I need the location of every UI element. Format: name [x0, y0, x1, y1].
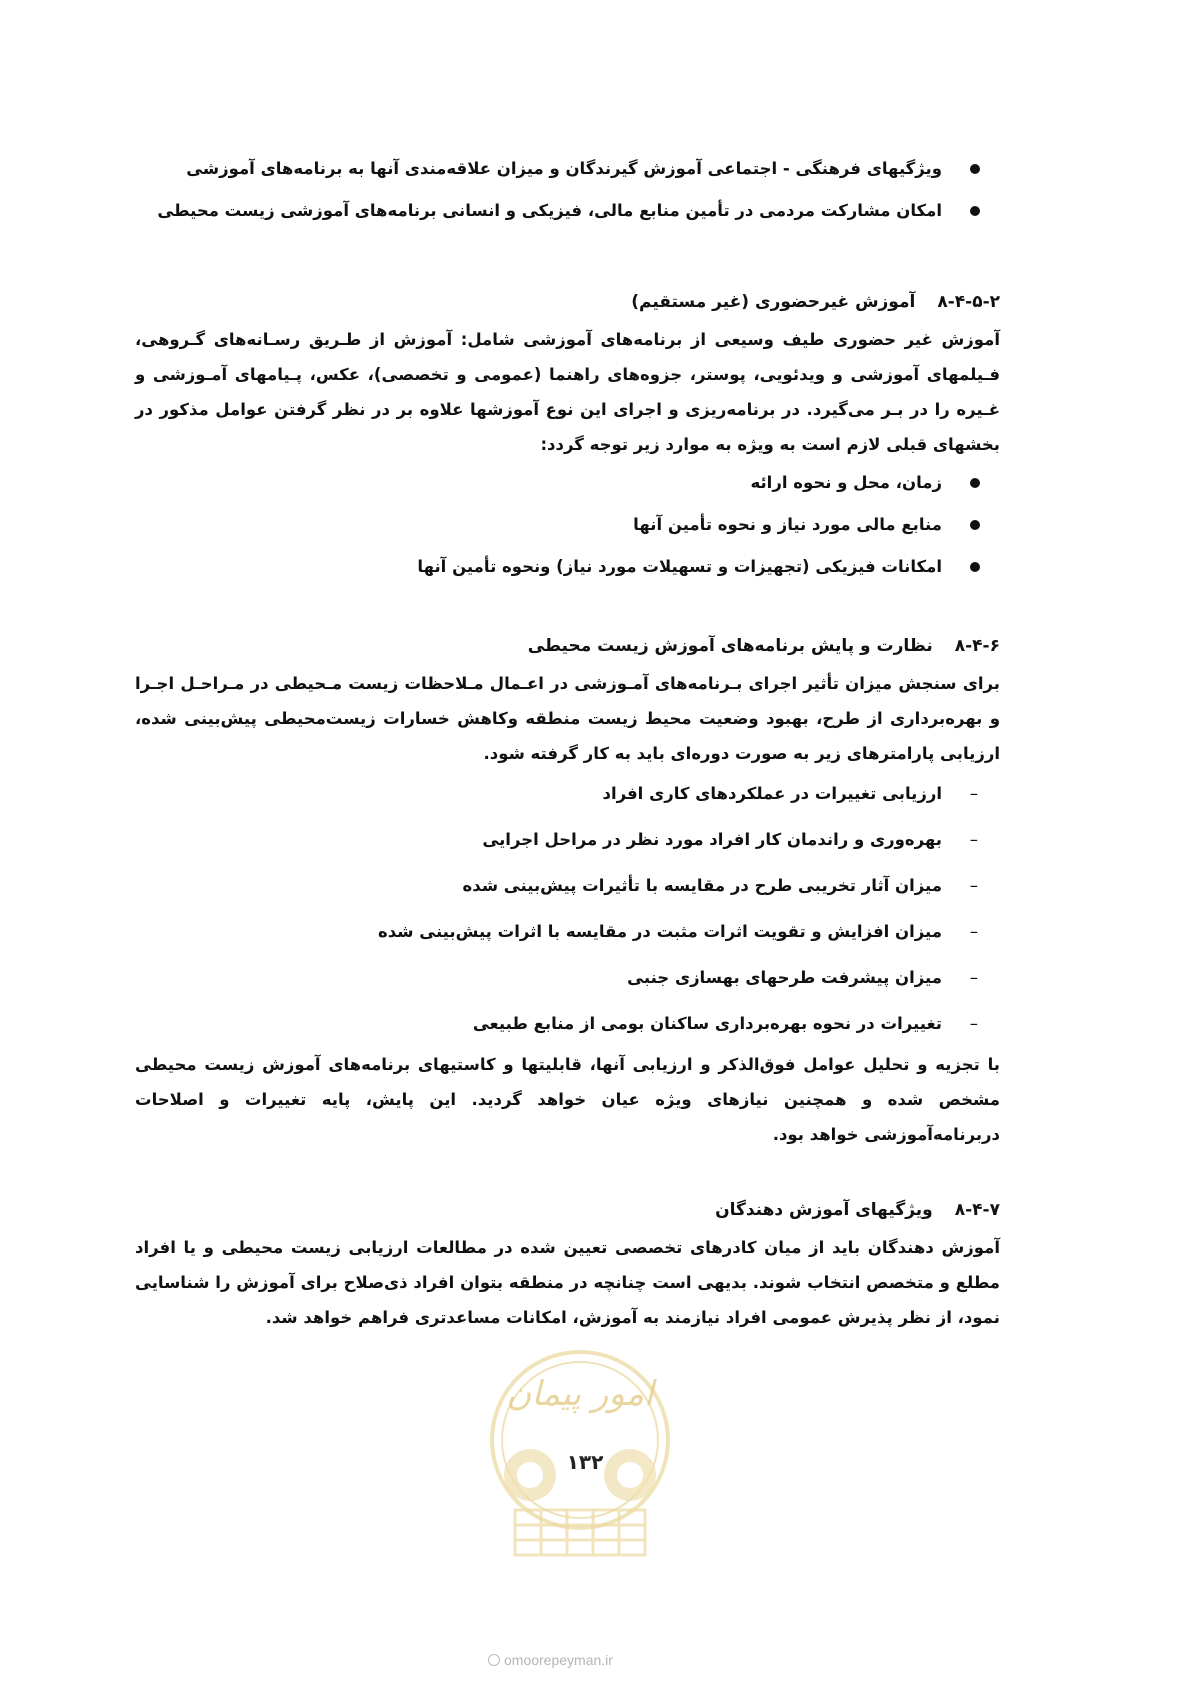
- dash-marker: –: [969, 830, 978, 849]
- list-item: – بهره‌وری و راندمان کار افراد مورد نظر در مراحل اجرایی: [135, 817, 1000, 863]
- section-number: ۸-۴-۶: [954, 636, 1000, 656]
- section-title: ویژگیهای آموزش دهندگان: [715, 1200, 933, 1220]
- section-paragraph: آموزش دهندگان باید از میان کادرهای تخصصی تعیین شده در مطالعات ارزیابی زیست محیطی و یا افراد مطلع و متخصص انتخاب شوند. بدیهی است چنانچه در منطقه بتوان افراد ذی‌صلاح برای آموزش را شناسایی نمود، از نظر پذیرش عمومی افراد نیازمند به آموزش، امکانات مساعدتری فراهم خواهد شد.: [135, 1238, 1000, 1327]
- footer-site-text: omoorepeyman.ir: [504, 1652, 613, 1668]
- bullet-dot: [970, 562, 980, 572]
- section-heading-trainers: [135, 1190, 1000, 1230]
- list-item: منابع مالی مورد نیاز و نحوه تأمین آنها: [135, 504, 1000, 546]
- list-item: – میزان پیشرفت طرحهای بهسازی جنبی: [135, 955, 1000, 1001]
- section-bullet-list: [135, 462, 1000, 588]
- section-number: ۸-۴-۵-۲: [937, 292, 1000, 312]
- page-content: [135, 148, 1000, 1335]
- section-dash-list: [135, 771, 1000, 1047]
- list-item: امکان مشارکت مردمی در تأمین منابع مالی، فیزیکی و انسانی برنامه‌های آموزشی زیست محیطی: [135, 190, 1000, 232]
- globe-icon: [488, 1654, 500, 1666]
- bullet-dot: [970, 206, 980, 216]
- top-bullet-list: [135, 148, 1000, 232]
- section-heading-non-attendance: [135, 282, 1000, 322]
- dash-marker: –: [969, 922, 978, 941]
- section-closing-paragraph: با تجزیه و تحلیل عوامل فوق‌الذکر و ارزیابی آنها، قابلیتها و کاستیهای برنامه‌های آموزش زیست محیطی مشخص شده و همچنین نیازهای ویژه عیان خواهد گردید. این پایش، پایه تغییرات و اصلاحات دربرنامه‌آموزشی خواهد بود.: [135, 1055, 1000, 1144]
- dash-marker: –: [969, 1014, 978, 1033]
- section-paragraph: آموزش غیر حضوری طیف وسیعی از برنامه‌های آموزشی شامل: آموزش از طـریق رسـانه‌های گـروهی، فـیلمهای آموزشی و ویدئویی، پوستر، جزوه‌های راهنما (عمومی و تخصصی)، عکس، پـیامهای آمـوزشی و غـیره را در بـر می‌گیرد. در برنامه‌ریزی و اجرای این نوع آموزشها علاوه بر در نظر گرفتن عوامل مذکور در بخشهای قبلی لازم است به ویژه به موارد زیر توجه گردد:: [135, 330, 1000, 454]
- section-heading-monitoring: [135, 626, 1000, 666]
- section-title: آموزش غیرحضوری (غیر مستقیم): [631, 292, 916, 312]
- watermark-text: امور پیمان: [506, 1374, 654, 1414]
- list-item: امکانات فیزیکی (تجهیزات و تسهیلات مورد نیاز) ونحوه تأمین آنها: [135, 546, 1000, 588]
- page-number: ۱۳۲: [566, 1450, 604, 1474]
- list-item: زمان، محل و نحوه ارائه: [135, 462, 1000, 504]
- bullet-dot: [970, 478, 980, 488]
- bullet-dot: [970, 164, 980, 174]
- list-item: – ارزیابی تغییرات در عملکردهای کاری افراد: [135, 771, 1000, 817]
- bullet-dot: [970, 520, 980, 530]
- dash-marker: –: [969, 784, 978, 803]
- list-item: – میزان افزایش و تقویت اثرات مثبت در مقایسه با اثرات پیش‌بینی شده: [135, 909, 1000, 955]
- section-paragraph: برای سنجش میزان تأثیر اجرای بـرنامه‌های آمـوزشی در اعـمال مـلاحظات زیست مـحیطی در مـراحـل اجـرا و بهره‌برداری از طرح، بهبود وضعیت محیط زیست منطقه وکاهش خسارات زیست‌محیطی پیش‌بینی شده، ارزیابی پارامترهای زیر به صورت دوره‌ای باید به کار گرفته شود.: [135, 674, 1000, 763]
- list-item: – میزان آثار تخریبی طرح در مقایسه با تأثیرات پیش‌بینی شده: [135, 863, 1000, 909]
- section-title: نظارت و پایش برنامه‌های آموزش زیست محیطی: [527, 636, 933, 656]
- dash-marker: –: [969, 876, 978, 895]
- site-footer: [488, 1652, 613, 1668]
- list-item: ویژگیهای فرهنگی - اجتماعی آموزش گیرندگان و میزان علاقه‌مندی آنها به برنامه‌های آموزشی: [135, 148, 1000, 190]
- dash-marker: –: [969, 968, 978, 987]
- section-number: ۸-۴-۷: [954, 1200, 1000, 1220]
- list-item: – تغییرات در نحوه بهره‌برداری ساکنان بومی از منابع طبیعی: [135, 1001, 1000, 1047]
